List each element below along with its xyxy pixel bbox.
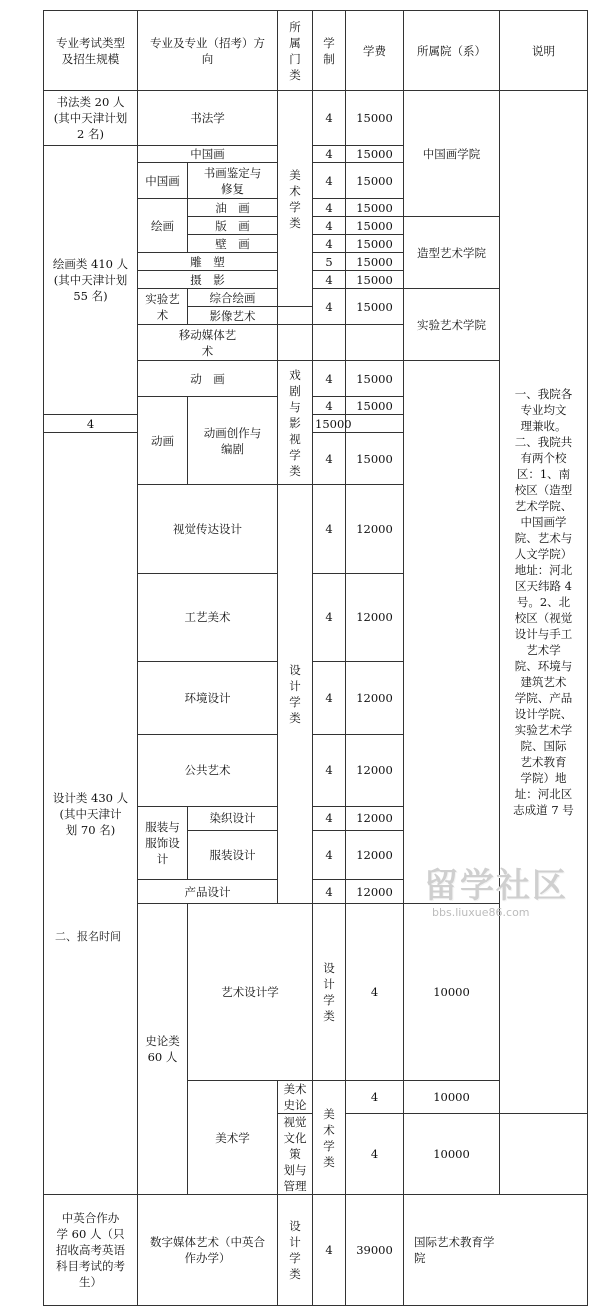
empty-cell — [313, 325, 346, 361]
years-cell: 4 — [313, 397, 346, 415]
group-painting: 绘画类 410 人 (其中天津计划 55 名) — [44, 146, 138, 415]
fee-cell: 15000 — [346, 91, 404, 146]
major-animation: 动 画 — [138, 361, 278, 397]
years-cell: 4 — [313, 485, 346, 574]
major-photography: 摄 影 — [138, 271, 278, 289]
years-cell: 4 — [313, 289, 346, 325]
fee-cell: 10000 — [404, 1114, 500, 1195]
table-row — [44, 1195, 588, 1306]
fee-cell: 15000 — [346, 271, 404, 289]
subgroup-fine-arts-studies: 美术学 — [188, 1081, 278, 1195]
major-oil-painting: 油 画 — [188, 199, 278, 217]
fee-cell: 15000 — [346, 217, 404, 235]
subgroup-chinese-painting: 中国画 — [138, 163, 188, 199]
major-animation-writing: 动画创作与 编剧 — [188, 397, 278, 485]
fee-cell: 12000 — [346, 830, 404, 879]
major-visual-culture: 视觉文化策 划与管理 — [278, 1114, 313, 1195]
major-mural: 壁 画 — [188, 235, 278, 253]
group-calligraphy: 书法类 20 人 (其中天津计划 2 名) — [44, 91, 138, 146]
category-drama-film: 戏 剧 与 影 视 学 类 — [278, 361, 313, 485]
years-cell: 4 — [313, 830, 346, 879]
years-cell: 4 — [346, 1081, 404, 1114]
subgroup-painting: 绘画 — [138, 199, 188, 253]
years-cell: 4 — [44, 415, 138, 433]
header-notes: 说明 — [500, 11, 588, 91]
major-sculpture: 雕 塑 — [138, 253, 278, 271]
years-cell: 4 — [313, 880, 346, 904]
group-history-theory: 史论类 60 人 — [138, 904, 188, 1195]
years-cell: 4 — [346, 1114, 404, 1195]
category-fine-arts: 美 术 学 类 — [278, 91, 313, 307]
empty-cell — [346, 325, 404, 361]
site-watermark — [424, 866, 594, 926]
college-international: 国际艺术教育学 院 — [404, 1195, 588, 1306]
college-fine-art: 造型艺术学院 — [404, 217, 500, 289]
major-art-history: 美术史论 — [278, 1081, 313, 1114]
fee-cell: 15000 — [346, 235, 404, 253]
fee-cell: 39000 — [346, 1195, 404, 1306]
fee-cell: 15000 — [313, 415, 346, 433]
major-printmaking: 版 画 — [188, 217, 278, 235]
next-section-heading-fragment: 二、报名时间 — [55, 930, 121, 943]
years-cell: 4 — [313, 199, 346, 217]
years-cell: 4 — [313, 91, 346, 146]
fee-cell: 10000 — [404, 1081, 500, 1114]
group-design: 设计类 430 人 (其中天津计 划 70 名) — [44, 433, 138, 1195]
fee-cell: 15000 — [346, 146, 404, 163]
table-header-row — [44, 11, 588, 91]
notes-cell — [500, 91, 588, 1114]
header-exam-type: 专业考试类型 及招生规模 — [44, 11, 138, 91]
major-comprehensive-painting: 综合绘画 — [188, 289, 278, 307]
note-paragraph-2: 二、我院共 有两个校 区：1、南 校区（造型 艺术学院、 中国画学 院、艺术与 人文学院） 地址：河北 区天纬路 4 号。2、北 校区（视觉 设计与手工 艺术学 院、环境与 建筑艺术 学院、产品 设计学院、 实验艺术学 院、国际 艺术教育 学院）地 址：河北区 志成道 7 号 — [513, 435, 574, 817]
years-cell: 5 — [313, 253, 346, 271]
college-experimental: 实验艺术学院 — [404, 289, 500, 361]
years-cell: 4 — [313, 1195, 346, 1306]
major-public-art: 公共艺术 — [138, 734, 278, 807]
fee-cell: 15000 — [346, 253, 404, 271]
fee-cell: 15000 — [346, 199, 404, 217]
years-cell: 4 — [313, 146, 346, 163]
subgroup-fashion: 服装与 服饰设 计 — [138, 807, 188, 880]
fee-cell: 15000 — [346, 361, 404, 397]
fee-cell: 15000 — [346, 433, 404, 485]
subgroup-animation: 动画 — [138, 397, 188, 485]
watermark-logo-text: 留学社区 — [424, 866, 568, 906]
fee-cell: 15000 — [346, 163, 404, 199]
major-apparel-design: 服装设计 — [188, 830, 278, 879]
category-design: 设 计 学 类 — [278, 485, 313, 904]
fee-cell: 12000 — [346, 573, 404, 662]
major-appraisal-restoration: 书画鉴定与 修复 — [188, 163, 278, 199]
major-art-design-studies: 艺术设计学 — [188, 904, 313, 1081]
empty-cell — [278, 325, 313, 361]
note-paragraph-1: 一、我院各 专业均文 理兼收。 — [514, 387, 573, 433]
admissions-table — [43, 10, 588, 1306]
header-college: 所属院（系） — [404, 11, 500, 91]
years-cell: 4 — [313, 734, 346, 807]
fee-cell: 12000 — [346, 807, 404, 831]
college-empty — [404, 361, 500, 904]
years-cell: 4 — [313, 807, 346, 831]
watermark-url: bbs.liuxue86.com — [432, 906, 530, 919]
fee-cell: 15000 — [346, 397, 404, 415]
group-sino-british: 中英合作办 学 60 人（只 招收高考英语 科目考试的考 生） — [44, 1195, 138, 1306]
header-years: 学 制 — [313, 11, 346, 91]
years-cell: 4 — [313, 235, 346, 253]
category-design-2: 设 计 学 类 — [313, 904, 346, 1081]
years-cell: 4 — [313, 573, 346, 662]
header-major: 专业及专业（招考）方 向 — [138, 11, 278, 91]
years-cell: 4 — [313, 361, 346, 397]
category-fine-arts-2: 美 术 学 类 — [313, 1081, 346, 1195]
major-mobile-media: 移动媒体艺 术 — [138, 325, 278, 361]
major-product-design: 产品设计 — [138, 880, 278, 904]
fee-cell: 10000 — [404, 904, 500, 1081]
fee-cell: 12000 — [346, 485, 404, 574]
major-crafts: 工艺美术 — [138, 573, 278, 662]
header-fee: 学费 — [346, 11, 404, 91]
years-cell: 4 — [313, 217, 346, 235]
major-environment-design: 环境设计 — [138, 662, 278, 735]
college-chinese-painting: 中国画学院 — [404, 91, 500, 217]
major-textile-design: 染织设计 — [188, 807, 278, 831]
table-row — [44, 91, 588, 146]
header-category: 所 属 门 类 — [278, 11, 313, 91]
years-cell: 4 — [313, 163, 346, 199]
fee-cell: 12000 — [346, 734, 404, 807]
major-digital-media: 数字媒体艺术（中英合 作办学） — [138, 1195, 278, 1306]
category-design-3: 设 计 学 类 — [278, 1195, 313, 1306]
fee-cell: 12000 — [346, 880, 404, 904]
major-image-art: 影像艺术 — [188, 307, 278, 325]
years-cell: 4 — [313, 271, 346, 289]
years-cell: 4 — [313, 433, 346, 485]
fee-cell: 12000 — [346, 662, 404, 735]
fee-cell: 15000 — [346, 289, 404, 325]
major-calligraphy: 书法学 — [138, 91, 278, 146]
subgroup-experimental: 实验艺 术 — [138, 289, 188, 325]
major-visual-communication: 视觉传达设计 — [138, 485, 278, 574]
years-cell: 4 — [313, 662, 346, 735]
years-cell: 4 — [346, 904, 404, 1081]
major-chinese-painting: 中国画 — [138, 146, 278, 163]
